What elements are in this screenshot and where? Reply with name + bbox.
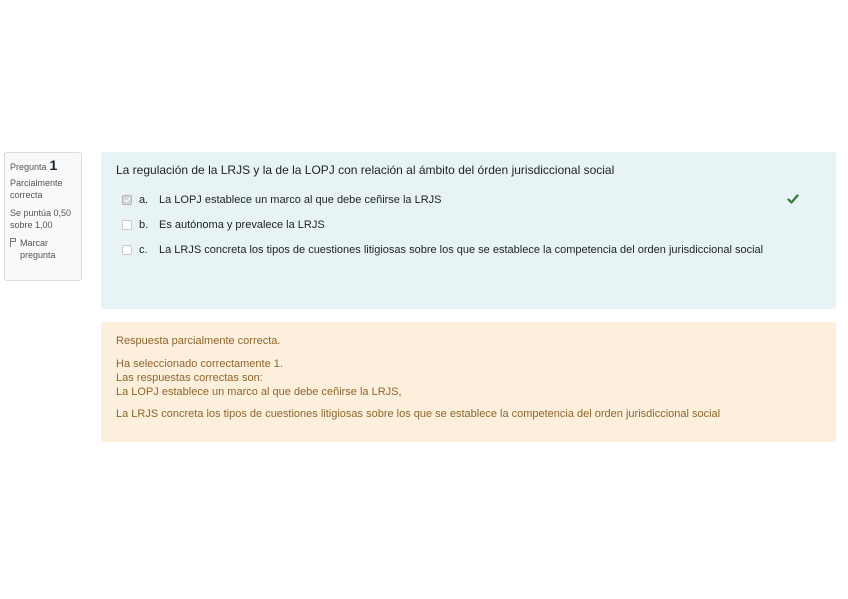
answer-text: La LRJS concreta los tipos de cuestiones litigiosas sobre los que se establece la competencia del orden jurisdiccional social [159, 244, 764, 256]
feedback-correct-answer-1: La LOPJ establece un marco al que debe ceñirse la LRJS, [116, 386, 402, 398]
answer-letter: a. [139, 194, 149, 206]
flag-question-label: Marcar pregunta [20, 238, 56, 260]
answer-option-b [116, 218, 821, 232]
correct-check-icon [787, 193, 799, 205]
feedback-selected-correctly: Ha seleccionado correctamente 1. [116, 358, 283, 370]
flag-question-link[interactable] [10, 237, 76, 261]
answer-letter: c. [139, 244, 148, 256]
answer-text: La LOPJ establece un marco al que debe ceñirse la LRJS [159, 194, 442, 206]
feedback-correct-answer-2: La LRJS concreta los tipos de cuestiones litigiosas sobre los que se establece la competencia del orden jurisdiccional social [116, 408, 721, 420]
question-number: 1 [49, 157, 58, 173]
question-feedback [101, 322, 836, 442]
answer-checkbox-a[interactable] [122, 195, 132, 205]
answer-text: Es autónoma y prevalece la LRJS [159, 219, 325, 231]
flag-icon [10, 238, 17, 247]
answer-option-c [116, 243, 821, 257]
answer-checkbox-b[interactable] [122, 220, 132, 230]
question-formulation [101, 152, 836, 309]
feedback-summary: Respuesta parcialmente correcta. [116, 335, 281, 347]
question-label: Pregunta [10, 162, 47, 172]
answer-checkbox-c[interactable] [122, 245, 132, 255]
question-grade: Se puntúa 0,50 sobre 1,00 [10, 208, 72, 230]
question-number-heading [10, 159, 76, 173]
question-text: La regulación de la LRJS y la de la LOPJ con relación al ámbito del órden jurisdiccional social [116, 163, 615, 177]
answer-option-a [116, 193, 821, 207]
answer-letter: b. [139, 219, 149, 231]
question-info-card [4, 152, 82, 281]
question-state: Parcialmente correcta [10, 178, 63, 200]
feedback-correct-answers-label: Las respuestas correctas son: [116, 372, 263, 384]
